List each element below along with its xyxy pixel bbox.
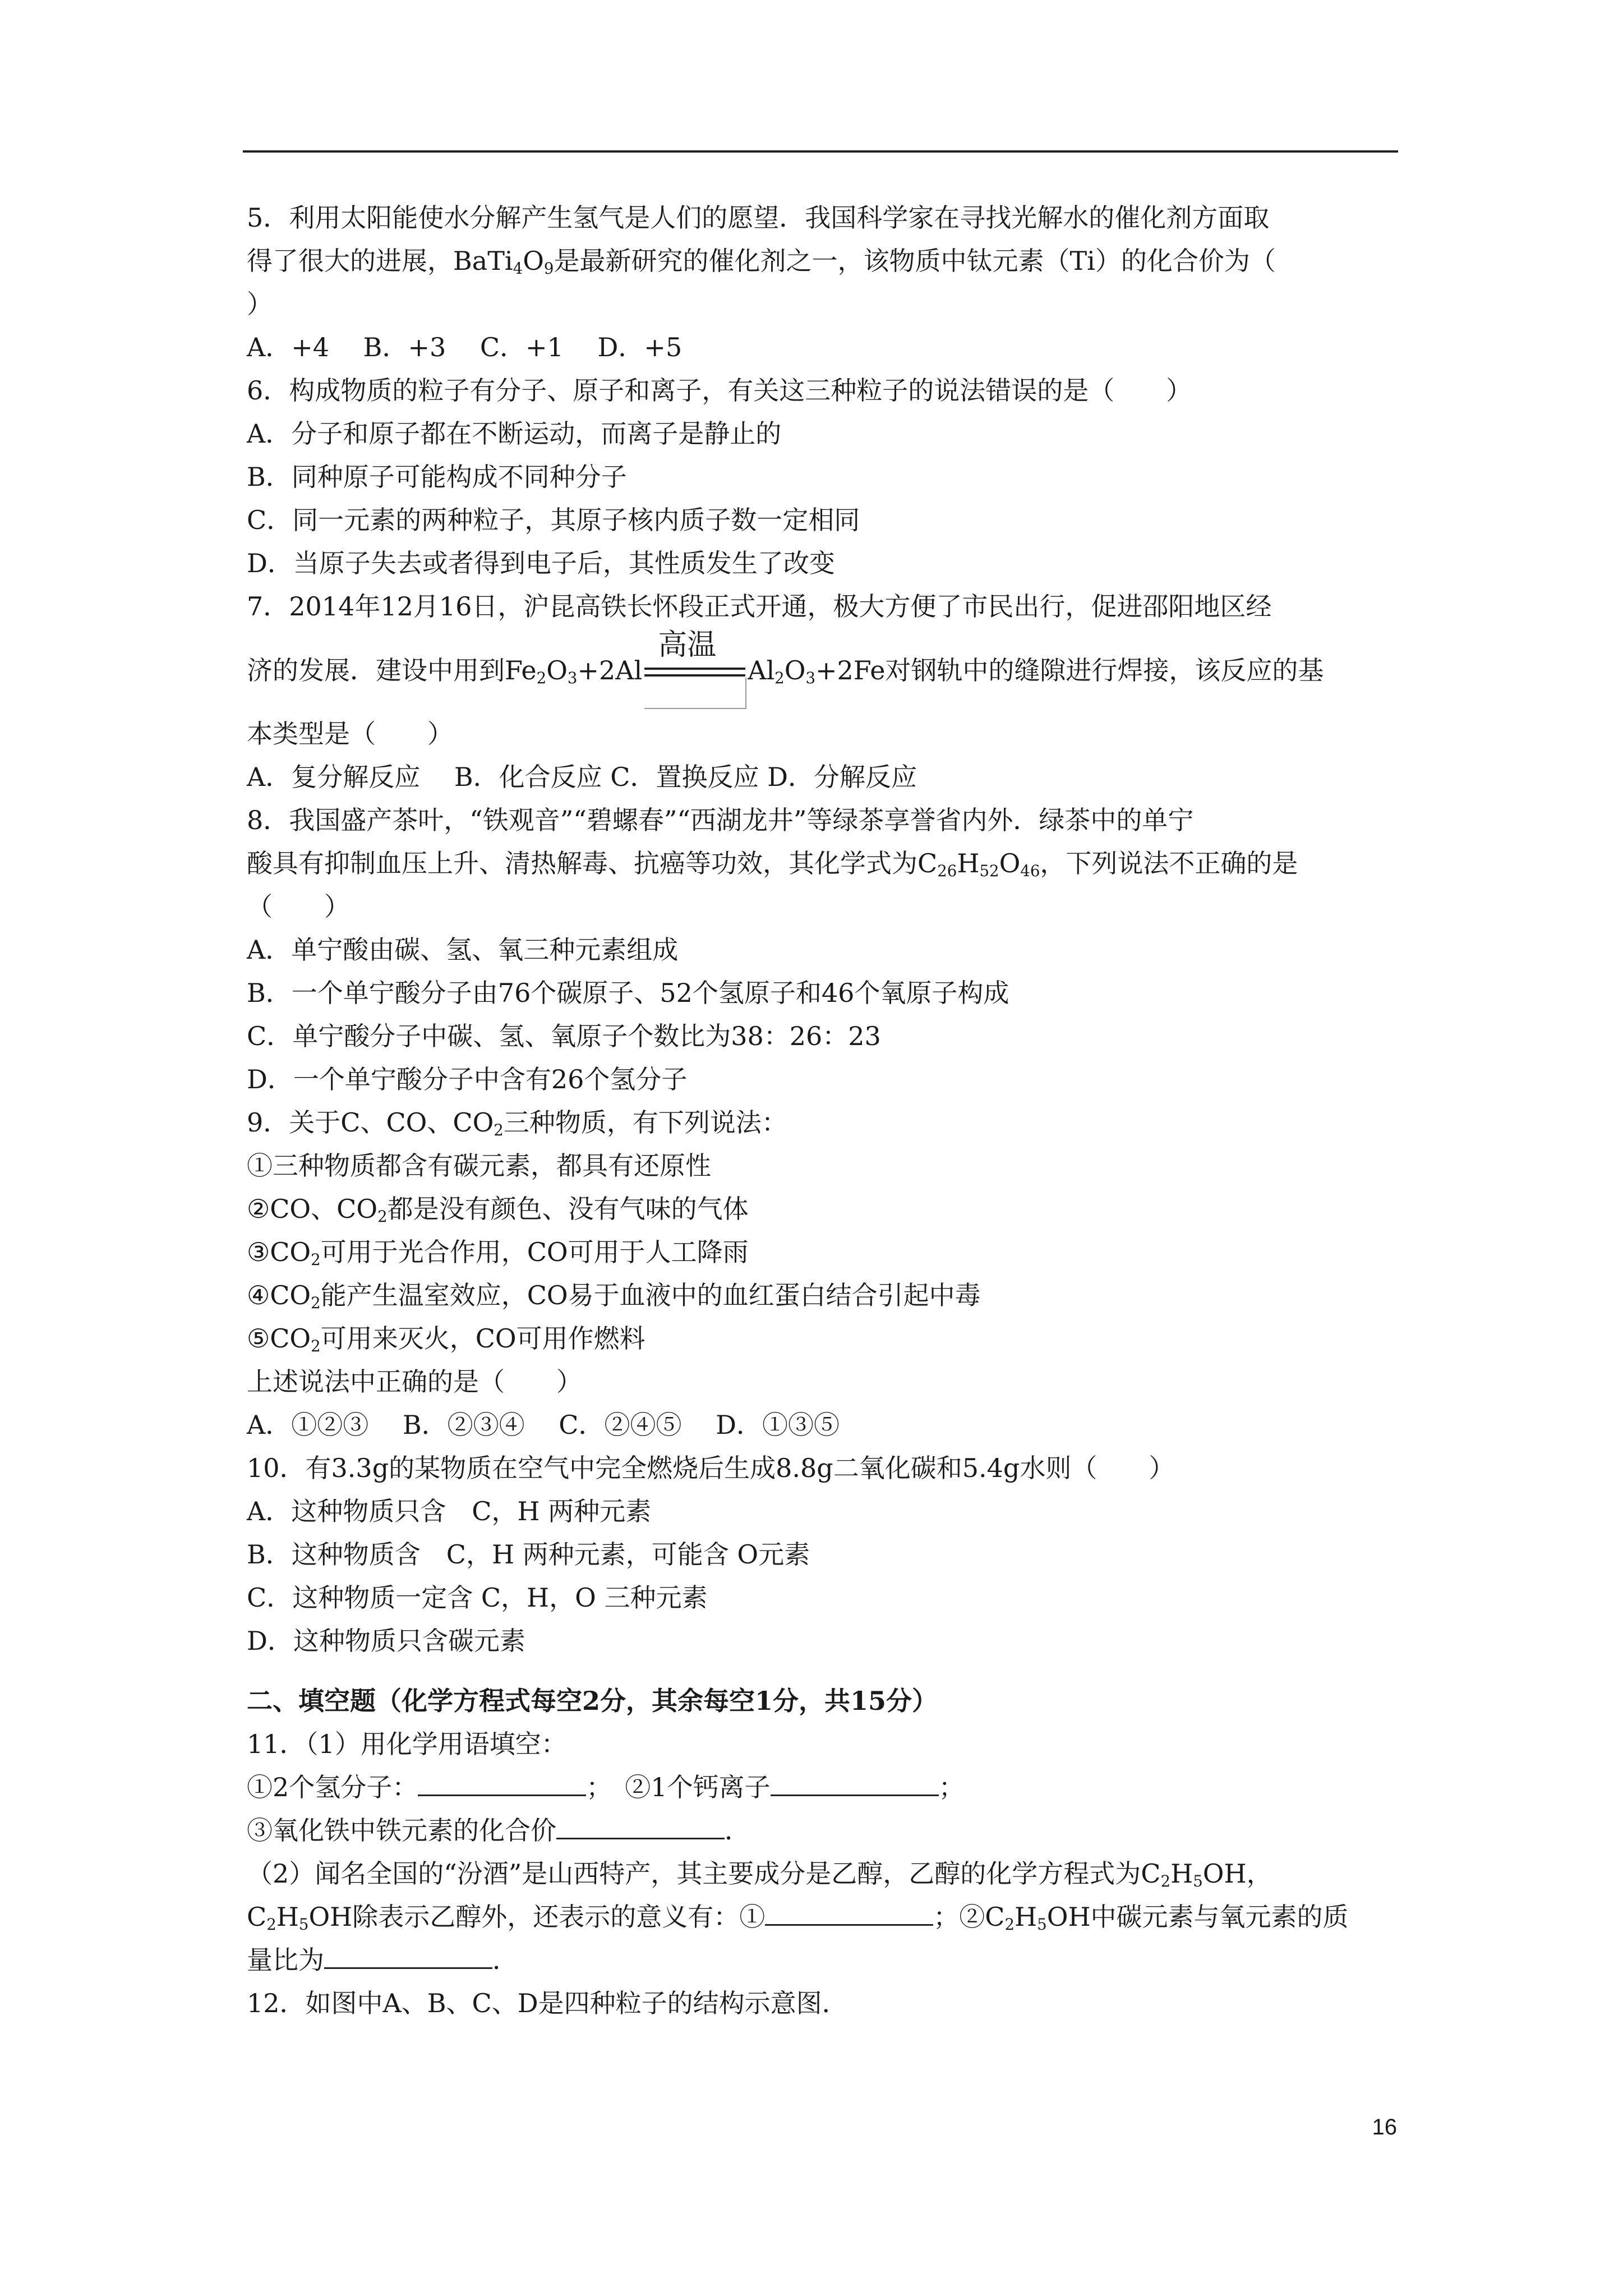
q11-line-6: 量比为 ． [247, 1945, 518, 1975]
q6-option-c: C．同一元素的两种粒子，其原子核内质子数一定相同 [247, 505, 860, 535]
q8-option-b: B．一个单宁酸分子由76个碳原子、52个氢原子和46个氧原子构成 [247, 978, 1009, 1008]
q11-line-4: （2）闻名全国的“汾酒”是山西特产，其主要成分是乙醇，乙醇的化学方程式为$C_2H_5OH$， [247, 1858, 1272, 1890]
q9-statement-5: $⑤CO_2$可用来灭火，CO可用作燃料 [247, 1323, 645, 1355]
q9-ask: 上述说法中正确的是（ ） [247, 1366, 582, 1397]
q9-statement-3: $③CO_2$可用于光合作用，CO可用于人工降雨 [247, 1237, 749, 1269]
q10-option-d: D．这种物质只含碳元素 [247, 1626, 525, 1656]
document-body [247, 196, 1402, 2025]
q8-line-1: 8．我国盛产茶叶，“铁观音”“碧螺春”“西湖龙井”等绿茶享誉省内外．绿茶中的单宁 [247, 805, 1194, 835]
q7-line-1: 7．2014年12月16日，沪昆高铁长怀段正式开通，极大方便了市民出行，促进邵阳地区经 [247, 591, 1272, 622]
q10-option-c: C．这种物质一定含 C，H，O 三种元素 [247, 1582, 708, 1613]
q7-line-3: 本类型是（ ） [247, 719, 453, 749]
q11-line-5: $C_2H_5OH$除表示乙醇外，还表示的意义有：① ；$②C_2H_5OH$中碳元素与氧元素的质 [247, 1902, 1349, 1934]
section-2-title: 二、填空题（化学方程式每空2分，其余每空1分，共15分） [247, 1686, 938, 1716]
q10-option-b: B．这种物质含 C，H 两种元素，可能含 O元素 [247, 1539, 810, 1570]
q5-line-3: ） [247, 289, 273, 319]
q11-line-2: ①2个氢分子： ； ②1个钙离子 ； [247, 1772, 965, 1802]
answer-blank[interactable] [556, 1815, 725, 1839]
q10-option-a: A．这种物质只含 C，H 两种元素 [247, 1496, 652, 1526]
q8-line-3: （ ） [247, 891, 350, 922]
q6-option-b: B．同种原子可能构成不同种分子 [247, 462, 627, 492]
q9-options: A．①②③ B．②③④ C．②④⑤ D．①③⑤ [247, 1410, 840, 1440]
page-number: 16 [1372, 2115, 1397, 2139]
q10-stem: 10．有3.3g的某物质在空气中完全燃烧后生成8.8g二氧化碳和5.4g水则（ ） [247, 1453, 1175, 1483]
q9-statement-4: $④CO_2$能产生温室效应，CO易于血液中的血红蛋白结合引起中毒 [247, 1280, 981, 1312]
answer-blank[interactable] [765, 1902, 933, 1926]
q8-line-2: 酸具有抑制血压上升、清热解毒、抗癌等功效，其化学式为$C_{26}H_{52}O_{46}$，下列说法不正确的是 [247, 848, 1298, 880]
q8-option-c: C．单宁酸分子中碳、氢、氧原子个数比为38：26：23 [247, 1021, 881, 1051]
q8-option-a: A．单宁酸由碳、氢、氧三种元素组成 [247, 935, 679, 965]
q7-options: A．复分解反应 B．化合反应 C．置换反应 D．分解反应 [247, 762, 917, 792]
q12-stem: 12．如图中A、B、C、D是四种粒子的结构示意图． [247, 1988, 848, 2018]
answer-blank[interactable] [324, 1945, 492, 1969]
q9-statement-2: ②CO、$CO_2$都是没有颜色、没有气味的气体 [247, 1194, 749, 1226]
q7-equation-line: 济的发展．建设中用到$Fe_2O_3+2Al$ 高温 $Al_2O_3+2Fe$对钢轨中的缝隙进行焊接，该反应的基 [247, 628, 1402, 712]
q6-option-a: A．分子和原子都在不断运动，而离子是静止的 [247, 418, 782, 449]
q6-stem: 6．构成物质的粒子有分子、原子和离子，有关这三种粒子的说法错误的是（ ） [247, 375, 1192, 406]
q5-options: A．+4 B．+3 C．+1 D．+5 [247, 332, 683, 362]
q11-line-1: 11．（1）用化学用语填空： [247, 1729, 567, 1759]
q5-line-2: 得了很大的进展，$BaTi_4O_9$是最新研究的催化剂之一，该物质中钛元素（Ti）的化合价为（ [247, 246, 1276, 278]
q6-option-d: D．当原子失去或者得到电子后，其性质发生了改变 [247, 548, 835, 578]
q11-line-3: ③氧化铁中铁元素的化合价 ． [247, 1815, 750, 1846]
q5-line-1: 5．利用太阳能使水分解产生氢气是人们的愿望．我国科学家在寻找光解水的催化剂方面取 [247, 203, 1270, 233]
answer-blank[interactable] [771, 1772, 939, 1796]
header-rule [243, 150, 1398, 153]
answer-blank[interactable] [418, 1772, 586, 1796]
reaction-condition: 高温 [644, 628, 745, 712]
q9-stem: 9．关于C、CO、$CO_2$三种物质，有下列说法： [247, 1107, 787, 1139]
q9-statement-1: ①三种物质都含有碳元素，都具有还原性 [247, 1151, 711, 1181]
q8-option-d: D．一个单宁酸分子中含有26个氢分子 [247, 1064, 688, 1094]
